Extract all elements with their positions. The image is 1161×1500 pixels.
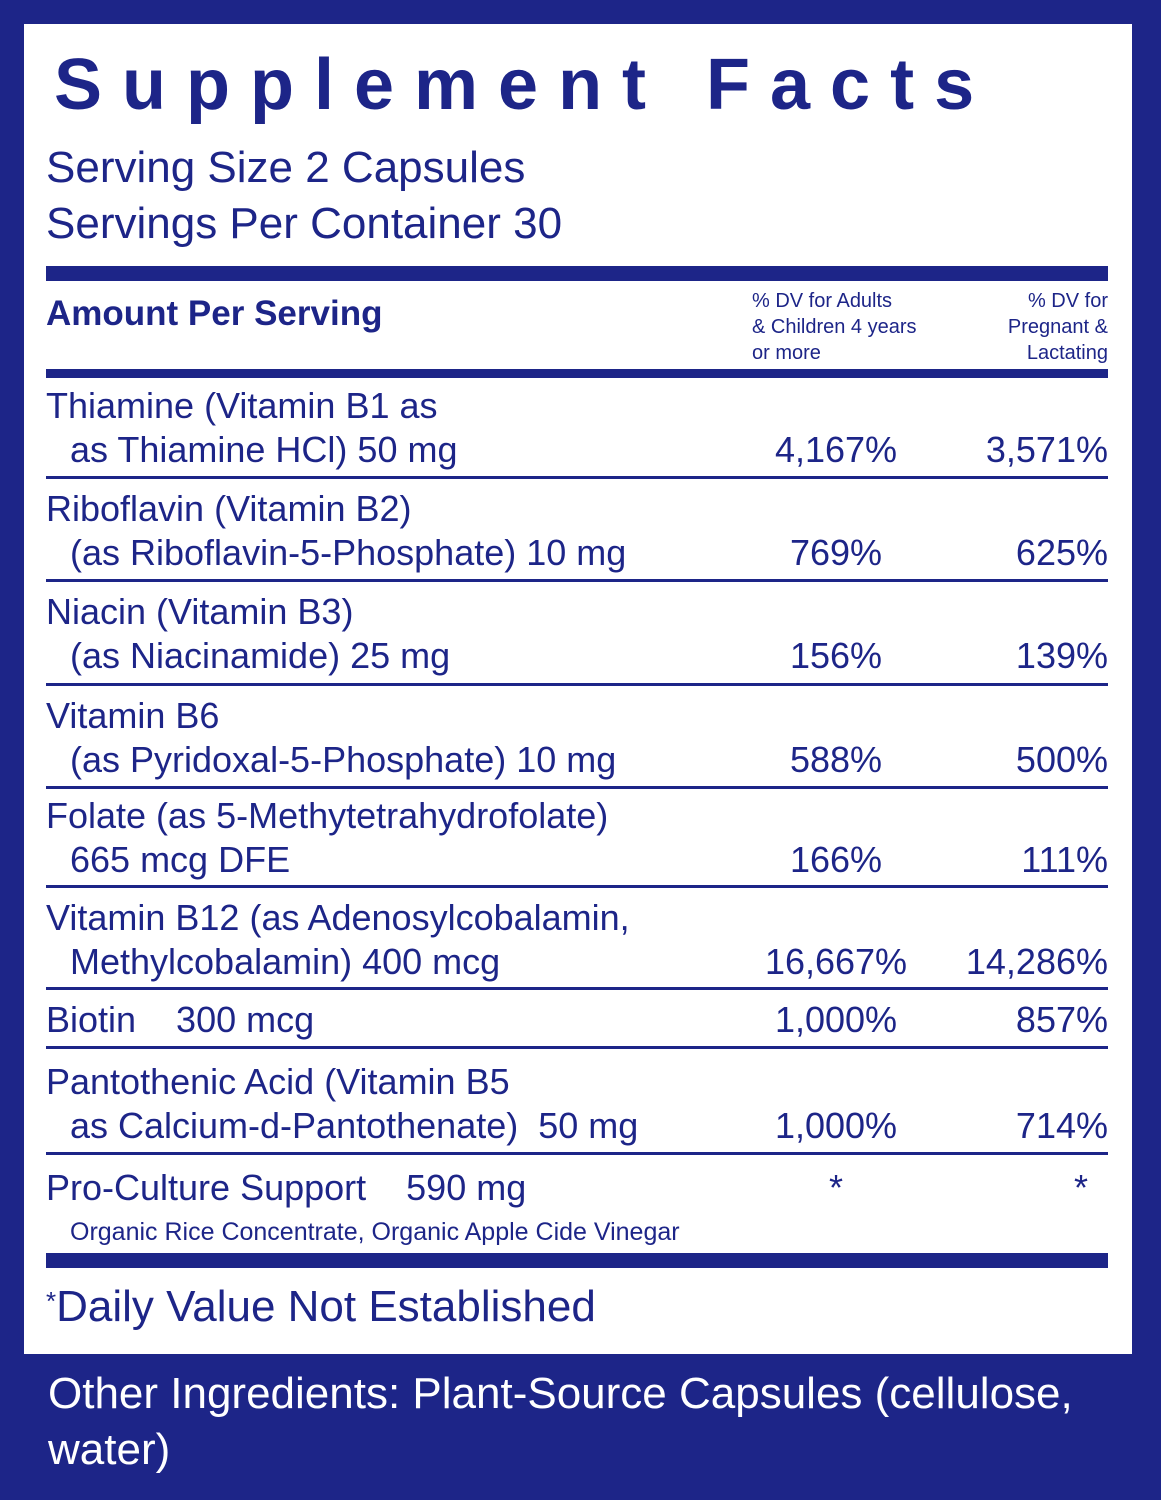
footnote-asterisk: * xyxy=(46,1286,57,1316)
dv-adults-value: * xyxy=(828,1167,843,1208)
nutrient-name: Pro-Culture Support 590 mg xyxy=(46,1167,527,1208)
nutrient-name: Folate (as 5-Methytetrahydrofolate) xyxy=(46,795,609,836)
dv-pregnant-value: 714% xyxy=(1015,1105,1108,1146)
dv-adults-header: % DV for Adults & Children 4 years or more xyxy=(752,290,917,364)
nutrient-name: Pantothenic Acid (Vitamin B5 xyxy=(46,1061,510,1102)
dv-adults-value: 166% xyxy=(789,839,883,880)
row-divider xyxy=(46,987,1108,990)
footnote-text: Daily Value Not Established xyxy=(56,1282,596,1331)
dv-pregnant-value: 500% xyxy=(1015,739,1108,780)
row-divider xyxy=(46,1046,1108,1049)
dv-pregnant-value: 14,286% xyxy=(965,941,1108,982)
nutrient-name: Riboflavin (Vitamin B2) xyxy=(46,488,412,529)
servings-per-container: Servings Per Container 30 xyxy=(46,199,563,248)
nutrient-detail: as Thiamine HCl) 50 mg xyxy=(70,429,458,470)
divider-header xyxy=(46,369,1108,378)
nutrient-detail: (as Riboflavin-5-Phosphate) 10 mg xyxy=(70,532,627,573)
daily-value-footnote xyxy=(46,1282,596,1332)
dv-pregnant-value: 857% xyxy=(1015,999,1108,1040)
dv-adults-value: 1,000% xyxy=(774,999,898,1040)
other-ingredients: Other Ingredients: Plant-Source Capsules (cellulose, water) xyxy=(48,1369,1073,1474)
nutrient-detail: Methylcobalamin) 400 mcg xyxy=(70,941,501,982)
row-divider xyxy=(46,579,1108,582)
dv-pregnant-header: % DV for Pregnant & Lactating xyxy=(1007,290,1108,364)
nutrient-name: Thiamine (Vitamin B1 as xyxy=(46,385,438,426)
divider-thick-top xyxy=(46,266,1108,281)
divider-thick-bottom xyxy=(46,1253,1108,1268)
nutrient-detail: as Calcium-d-Pantothenate) 50 mg xyxy=(70,1105,639,1146)
dv-adults-value: 769% xyxy=(789,532,883,573)
dv-pregnant-value: 139% xyxy=(1015,635,1108,676)
dv-adults-value: 16,667% xyxy=(764,941,908,982)
dv-pregnant-value: * xyxy=(1073,1167,1088,1208)
nutrient-detail: (as Pyridoxal-5-Phosphate) 10 mg xyxy=(70,739,617,780)
nutrient-detail: Organic Rice Concentrate, Organic Apple Cide Vinegar xyxy=(70,1218,680,1246)
dv-adults-value: 4,167% xyxy=(774,429,898,470)
supplement-facts-panel xyxy=(24,24,1132,1354)
row-divider xyxy=(46,1152,1108,1155)
dv-adults-value: 156% xyxy=(789,635,883,676)
dv-adults-value: 588% xyxy=(789,739,883,780)
nutrient-detail: 665 mcg DFE xyxy=(70,839,291,880)
nutrient-name: Vitamin B6 xyxy=(46,695,220,736)
serving-size: Serving Size 2 Capsules xyxy=(46,143,526,192)
row-divider xyxy=(46,885,1108,888)
nutrient-name: Vitamin B12 (as Adenosylcobalamin, xyxy=(46,897,630,938)
row-divider xyxy=(46,476,1108,479)
nutrient-name: Biotin 300 mcg xyxy=(46,999,315,1040)
row-divider xyxy=(46,683,1108,686)
panel-title: Supplement Facts xyxy=(54,45,995,125)
dv-pregnant-value: 3,571% xyxy=(985,429,1108,470)
dv-adults-value: 1,000% xyxy=(774,1105,898,1146)
dv-pregnant-value: 111% xyxy=(1021,839,1108,880)
nutrient-name: Niacin (Vitamin B3) xyxy=(46,591,354,632)
amount-per-serving-label: Amount Per Serving xyxy=(46,294,383,333)
row-divider xyxy=(46,786,1108,789)
nutrient-detail: (as Niacinamide) 25 mg xyxy=(70,635,451,676)
dv-pregnant-value: 625% xyxy=(1015,532,1108,573)
